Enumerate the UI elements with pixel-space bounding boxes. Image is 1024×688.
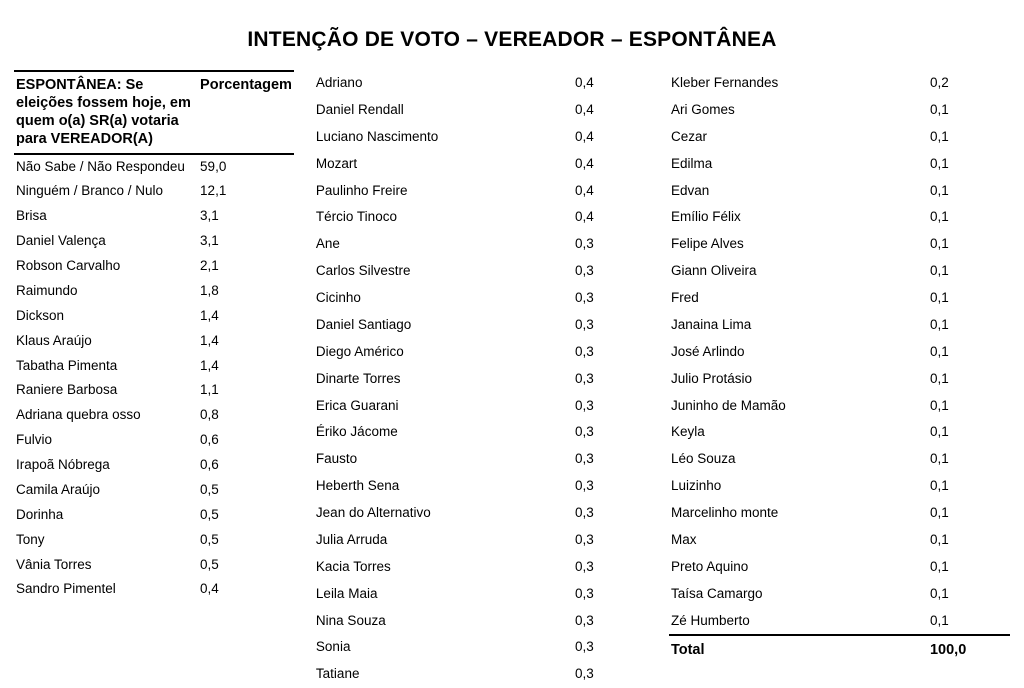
candidate-value: 0,1 bbox=[929, 209, 949, 225]
candidate-value: 0,1 bbox=[929, 370, 949, 386]
candidate-value: 0,3 bbox=[574, 639, 594, 655]
candidate-value: 1,4 bbox=[200, 357, 219, 373]
candidate-value: 0,1 bbox=[929, 290, 949, 305]
table-row bbox=[669, 258, 1010, 285]
candidate-value: 0,6 bbox=[200, 432, 219, 448]
candidate-name: Dinarte Torres bbox=[315, 370, 401, 386]
table-row bbox=[14, 329, 294, 354]
table-row bbox=[314, 446, 655, 473]
candidate-value: 0,1 bbox=[929, 101, 949, 117]
candidate-name: Janaina Lima bbox=[670, 316, 752, 332]
table-row bbox=[314, 339, 655, 366]
table-row bbox=[669, 366, 1010, 393]
candidate-name: Leila Maia bbox=[315, 585, 378, 601]
table-row bbox=[669, 393, 1010, 420]
candidate-name: Emílio Félix bbox=[670, 209, 741, 225]
table-row bbox=[669, 151, 1010, 178]
candidate-value: 0,1 bbox=[929, 585, 949, 601]
candidate-value: 0,3 bbox=[574, 666, 594, 682]
candidate-name: Fred bbox=[670, 290, 699, 305]
candidate-value: 0,3 bbox=[574, 478, 594, 494]
table-row bbox=[669, 97, 1010, 124]
candidate-value: 0,3 bbox=[574, 531, 594, 547]
table-row bbox=[314, 366, 655, 393]
table-header-row bbox=[14, 71, 294, 154]
candidate-value: 0,3 bbox=[574, 558, 594, 574]
candidate-name: Heberth Sena bbox=[315, 478, 400, 494]
candidate-name: Tatiane bbox=[315, 666, 360, 682]
candidate-value: 1,8 bbox=[200, 282, 219, 298]
candidate-name: Ériko Jácome bbox=[315, 424, 398, 440]
candidate-name: Ane bbox=[315, 236, 340, 252]
header-percentage: Porcentagem bbox=[200, 77, 292, 93]
candidate-name: Cezar bbox=[670, 128, 707, 144]
table-row bbox=[669, 204, 1010, 231]
candidate-value: 2,1 bbox=[200, 258, 219, 273]
table-row bbox=[314, 312, 655, 339]
table-row bbox=[314, 500, 655, 527]
candidate-name: Zé Humberto bbox=[670, 612, 750, 628]
candidate-name: Edvan bbox=[670, 182, 710, 198]
candidate-name: Não Sabe / Não Respondeu bbox=[16, 158, 185, 174]
table-row bbox=[314, 178, 655, 205]
table-row bbox=[669, 473, 1010, 500]
candidate-value: 0,1 bbox=[929, 424, 949, 440]
candidate-name: Adriana quebra osso bbox=[16, 407, 141, 423]
candidate-name: Julio Protásio bbox=[670, 370, 752, 386]
candidate-value: 0,3 bbox=[574, 424, 594, 440]
candidate-name: Léo Souza bbox=[670, 451, 736, 467]
total-row bbox=[669, 635, 1010, 664]
table-row bbox=[14, 304, 294, 329]
candidate-value: 0,1 bbox=[929, 182, 949, 198]
results-table-1 bbox=[14, 70, 294, 602]
candidate-value: 0,6 bbox=[200, 457, 219, 472]
candidate-value: 0,8 bbox=[200, 407, 219, 423]
table-row bbox=[314, 608, 655, 635]
candidate-name: Daniel Valença bbox=[16, 233, 106, 249]
candidate-name: Tony bbox=[16, 531, 45, 547]
candidate-name: Marcelinho monte bbox=[670, 505, 779, 520]
candidate-value: 3,1 bbox=[200, 208, 219, 224]
candidate-value: 0,2 bbox=[929, 75, 949, 90]
candidate-value: 0,1 bbox=[929, 451, 949, 467]
table-row bbox=[14, 154, 294, 180]
candidate-name: Irapoã Nóbrega bbox=[16, 457, 110, 472]
candidate-name: Luciano Nascimento bbox=[315, 128, 439, 144]
table-row bbox=[669, 419, 1010, 446]
candidate-name: Felipe Alves bbox=[670, 236, 744, 252]
candidate-name: Ninguém / Branco / Nulo bbox=[16, 183, 164, 199]
candidate-value: 0,3 bbox=[574, 612, 594, 628]
table-row bbox=[314, 151, 655, 178]
candidate-name: Raniere Barbosa bbox=[16, 382, 118, 398]
candidate-name: Raimundo bbox=[16, 282, 78, 298]
candidate-value: 0,5 bbox=[200, 531, 219, 547]
candidate-value: 0,4 bbox=[574, 182, 594, 198]
table-body-2 bbox=[314, 70, 655, 688]
candidate-value: 59,0 bbox=[200, 158, 227, 174]
candidate-name: Daniel Santiago bbox=[315, 316, 412, 332]
candidate-value: 1,1 bbox=[200, 382, 219, 398]
table-body-1 bbox=[14, 71, 294, 602]
table-row bbox=[314, 634, 655, 661]
candidate-name: Julia Arruda bbox=[315, 531, 388, 547]
table-row bbox=[14, 204, 294, 229]
candidate-name: Dorinha bbox=[16, 506, 64, 522]
table-row bbox=[14, 453, 294, 478]
candidate-name: Daniel Rendall bbox=[315, 101, 404, 117]
candidate-name: Robson Carvalho bbox=[16, 258, 121, 273]
candidate-name: Sandro Pimentel bbox=[16, 581, 116, 597]
candidate-value: 0,1 bbox=[929, 612, 949, 628]
candidate-name: Kleber Fernandes bbox=[670, 75, 779, 90]
table-row bbox=[314, 473, 655, 500]
candidate-name: Giann Oliveira bbox=[670, 263, 757, 279]
table-row bbox=[669, 527, 1010, 554]
table-row bbox=[14, 279, 294, 304]
table-body-3 bbox=[669, 70, 1010, 665]
candidate-value: 3,1 bbox=[200, 233, 219, 249]
candidate-value: 0,3 bbox=[574, 397, 594, 413]
candidate-name: Keyla bbox=[670, 424, 705, 440]
candidate-value: 0,4 bbox=[200, 581, 219, 597]
candidate-name: Luizinho bbox=[670, 478, 722, 494]
candidate-value: 0,5 bbox=[200, 481, 219, 497]
candidate-value: 0,3 bbox=[574, 370, 594, 386]
table-row bbox=[14, 179, 294, 204]
candidate-name: Sonia bbox=[315, 639, 351, 655]
page-title: INTENÇÃO DE VOTO – VEREADOR – ESPONTÂNEA bbox=[247, 28, 777, 51]
candidate-value: 0,3 bbox=[574, 505, 594, 520]
candidate-name: Mozart bbox=[315, 155, 358, 171]
candidate-value: 0,4 bbox=[574, 75, 594, 90]
table-row bbox=[314, 419, 655, 446]
candidate-value: 12,1 bbox=[200, 183, 227, 199]
candidate-name: Edilma bbox=[670, 155, 713, 171]
candidate-value: 0,3 bbox=[574, 343, 594, 359]
candidate-value: 0,3 bbox=[574, 236, 594, 252]
candidate-name: Ari Gomes bbox=[670, 101, 735, 117]
candidate-value: 0,5 bbox=[200, 506, 219, 522]
candidate-name: Klaus Araújo bbox=[16, 332, 92, 348]
table-row bbox=[14, 553, 294, 578]
table-row bbox=[314, 97, 655, 124]
candidate-value: 0,1 bbox=[929, 316, 949, 332]
candidate-value: 0,1 bbox=[929, 128, 949, 144]
table-row bbox=[669, 554, 1010, 581]
table-row bbox=[14, 254, 294, 279]
table-row bbox=[669, 124, 1010, 151]
candidate-name: Fulvio bbox=[16, 432, 53, 448]
candidate-value: 0,4 bbox=[574, 128, 594, 144]
candidate-name: Taísa Camargo bbox=[670, 585, 763, 601]
table-row bbox=[669, 285, 1010, 312]
candidate-name: Preto Aquino bbox=[670, 558, 749, 574]
candidate-value: 0,1 bbox=[929, 236, 949, 252]
candidate-value: 0,4 bbox=[574, 101, 594, 117]
table-row bbox=[14, 428, 294, 453]
candidate-value: 1,4 bbox=[200, 332, 219, 348]
table-row bbox=[669, 70, 1010, 97]
candidate-value: 0,3 bbox=[574, 451, 594, 467]
candidate-name: Tabatha Pimenta bbox=[16, 357, 118, 373]
candidate-value: 0,1 bbox=[929, 155, 949, 171]
table-row bbox=[669, 312, 1010, 339]
results-table-3 bbox=[669, 70, 1010, 665]
candidate-value: 0,5 bbox=[200, 556, 219, 572]
table-row bbox=[314, 527, 655, 554]
candidate-name: Jean do Alternativo bbox=[315, 505, 431, 520]
table-row bbox=[314, 231, 655, 258]
header-question: ESPONTÂNEA: Se eleições fossem hoje, em quem o(a) SR(a) votaria para VEREADOR(A) bbox=[16, 77, 191, 148]
results-column-3 bbox=[655, 70, 1010, 665]
results-columns bbox=[0, 70, 1024, 688]
candidate-name: Kacia Torres bbox=[315, 558, 391, 574]
table-row bbox=[669, 500, 1010, 527]
candidate-name: Diego Américo bbox=[315, 343, 404, 359]
candidate-value: 0,3 bbox=[574, 316, 594, 332]
candidate-name: Erica Guarani bbox=[315, 397, 399, 413]
candidate-value: 0,1 bbox=[929, 478, 949, 494]
candidate-name: Tércio Tinoco bbox=[315, 209, 397, 225]
table-row bbox=[14, 229, 294, 254]
candidate-value: 0,1 bbox=[929, 397, 949, 413]
candidate-value: 0,3 bbox=[574, 290, 594, 305]
candidate-name: Brisa bbox=[16, 208, 47, 224]
candidate-name: Vânia Torres bbox=[16, 556, 92, 572]
candidate-value: 0,1 bbox=[929, 531, 949, 547]
results-table-2 bbox=[314, 70, 655, 688]
table-row bbox=[669, 581, 1010, 608]
candidate-value: 0,4 bbox=[574, 155, 594, 171]
results-column-2 bbox=[300, 70, 655, 688]
candidate-value: 0,1 bbox=[929, 263, 949, 279]
table-row bbox=[314, 124, 655, 151]
candidate-value: 0,3 bbox=[574, 263, 594, 279]
candidate-name: Nina Souza bbox=[315, 612, 386, 628]
candidate-name: Adriano bbox=[315, 75, 363, 90]
table-row bbox=[314, 258, 655, 285]
candidate-value: 0,1 bbox=[929, 343, 949, 359]
table-row bbox=[669, 608, 1010, 636]
candidate-name: Max bbox=[670, 531, 697, 547]
table-row bbox=[14, 478, 294, 503]
table-row bbox=[314, 554, 655, 581]
candidate-name: Paulinho Freire bbox=[315, 182, 408, 198]
results-column-1 bbox=[14, 70, 300, 602]
table-row bbox=[14, 403, 294, 428]
table-row bbox=[14, 354, 294, 379]
table-row bbox=[314, 204, 655, 231]
table-row bbox=[14, 378, 294, 403]
candidate-name: Fausto bbox=[315, 451, 358, 467]
table-row bbox=[669, 339, 1010, 366]
candidate-value: 0,4 bbox=[574, 209, 594, 225]
candidate-name: Camila Araújo bbox=[16, 481, 101, 497]
table-row bbox=[669, 231, 1010, 258]
candidate-value: 0,1 bbox=[929, 505, 949, 520]
table-row bbox=[314, 285, 655, 312]
candidate-name: Juninho de Mamão bbox=[670, 397, 786, 413]
candidate-name: Carlos Silvestre bbox=[315, 263, 411, 279]
table-row bbox=[14, 528, 294, 553]
candidate-name: José Arlindo bbox=[670, 343, 745, 359]
document-page bbox=[0, 28, 1024, 682]
table-row bbox=[14, 577, 294, 602]
table-row bbox=[669, 446, 1010, 473]
table-row bbox=[314, 581, 655, 608]
table-row bbox=[14, 503, 294, 528]
table-row bbox=[314, 661, 655, 688]
candidate-name: Cicinho bbox=[315, 290, 361, 305]
total-label: Total bbox=[669, 635, 928, 664]
table-row bbox=[314, 393, 655, 420]
table-row bbox=[314, 70, 655, 97]
candidate-value: 1,4 bbox=[200, 307, 219, 323]
candidate-name: Dickson bbox=[16, 307, 65, 323]
candidate-value: 0,1 bbox=[929, 558, 949, 574]
candidate-value: 0,3 bbox=[574, 585, 594, 601]
table-row bbox=[669, 178, 1010, 205]
total-value: 100,0 bbox=[928, 635, 1010, 664]
